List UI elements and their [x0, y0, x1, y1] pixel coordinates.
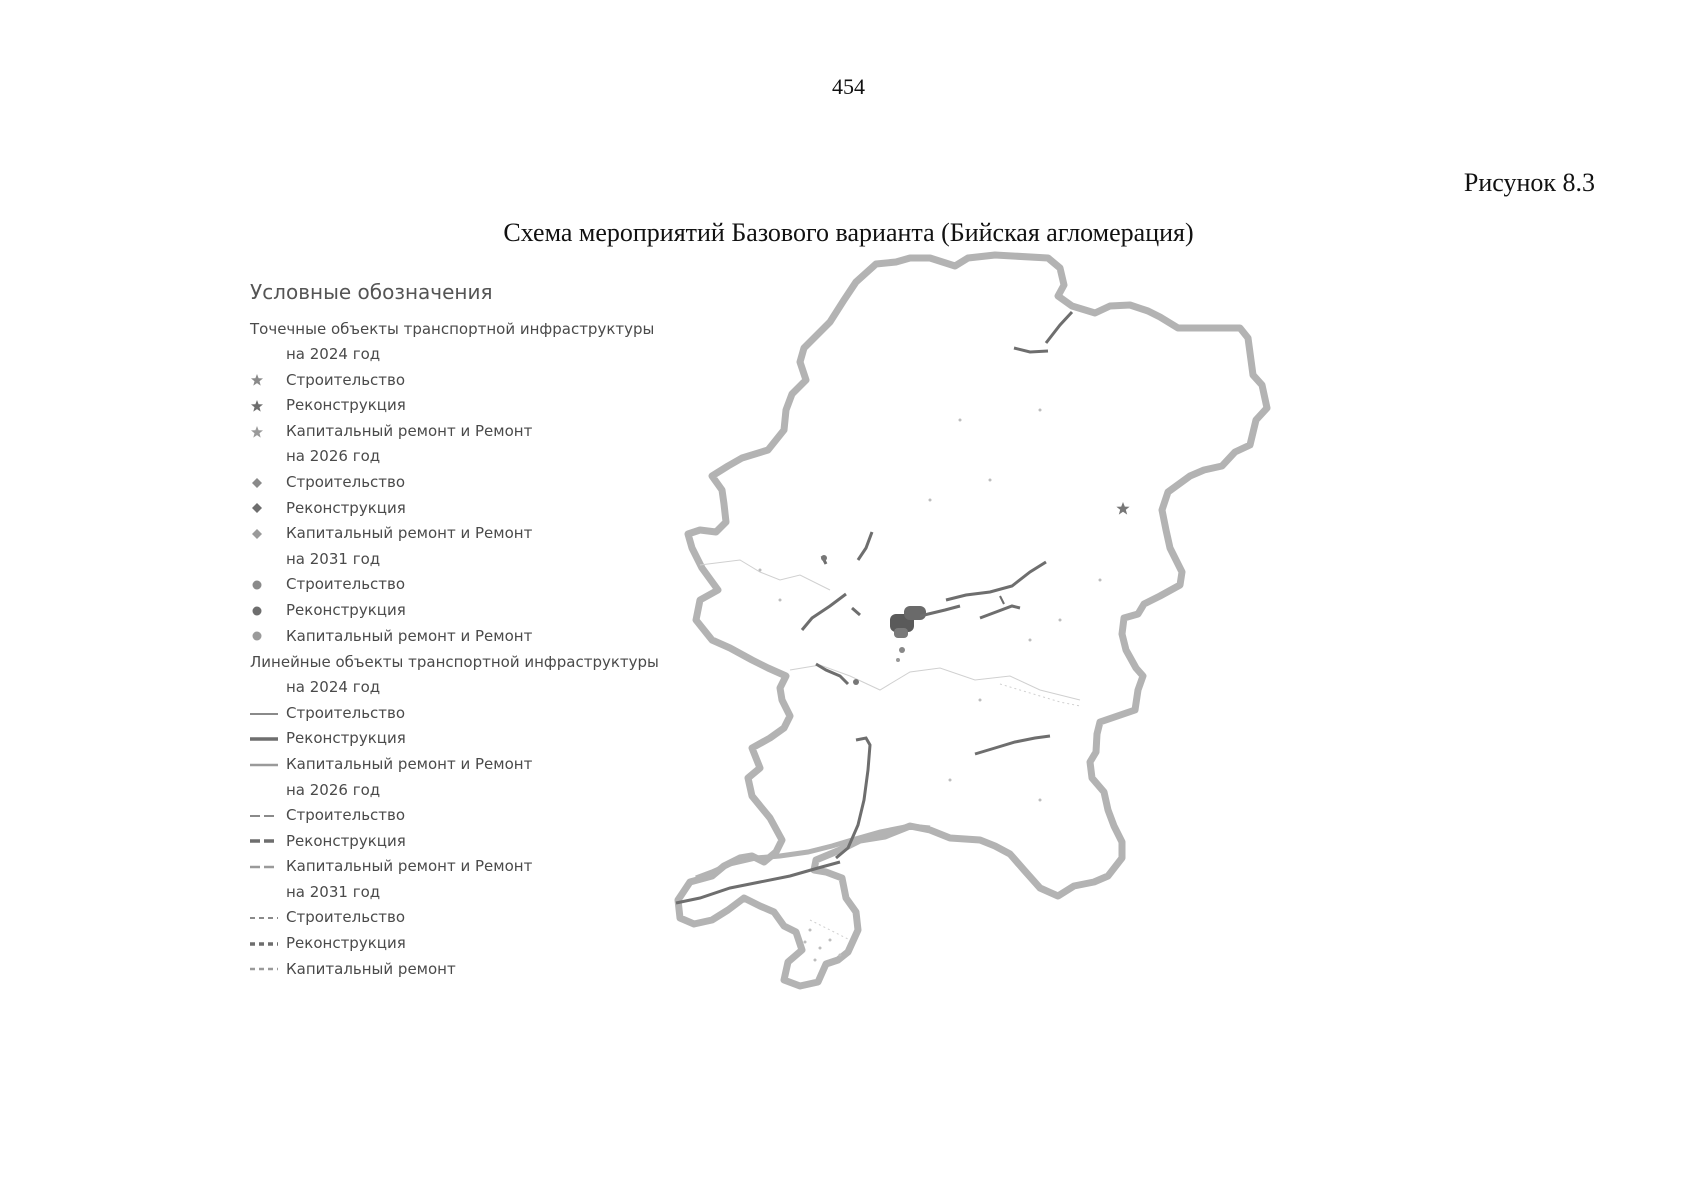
circle-icon — [821, 555, 827, 561]
star-icon — [250, 422, 286, 442]
legend-item — [250, 393, 670, 419]
legend-item — [250, 957, 670, 983]
page-number: 454 — [832, 74, 865, 99]
legend-item — [250, 854, 670, 880]
legend-item — [250, 521, 670, 547]
legend-item-label: Строительство — [286, 575, 406, 594]
legend-item — [250, 496, 670, 522]
legend-item — [250, 368, 670, 394]
diamond-icon — [250, 524, 286, 544]
map-legend — [250, 280, 670, 982]
legend-item — [250, 726, 670, 752]
figure-title: Схема мероприятий Базового варианта (Бийская агломерация) — [503, 218, 1194, 247]
legend-item — [250, 752, 670, 778]
legend-year: на 2031 год — [286, 882, 381, 901]
legend-item — [250, 803, 670, 829]
legend-item-label: Реконструкция — [286, 729, 406, 748]
long-dash-line-icon — [250, 806, 286, 826]
star-icon — [250, 396, 286, 416]
legend-item-label: Строительство — [286, 472, 406, 491]
circle-icon — [250, 601, 286, 621]
legend-item-label: Строительство — [286, 806, 406, 825]
legend-item — [250, 829, 670, 855]
circle-icon — [250, 626, 286, 646]
legend-item — [250, 701, 670, 727]
agglomeration-boundary — [678, 255, 1267, 986]
short-dash-line-icon — [250, 908, 286, 928]
long-dash-line-icon — [250, 857, 286, 877]
short-dash-thick-line-icon — [250, 934, 286, 954]
legend-year: на 2024 год — [286, 678, 381, 697]
short-dash-line-icon — [250, 959, 286, 979]
legend-item-label: Реконструкция — [286, 600, 406, 619]
legend-year: на 2024 год — [286, 345, 381, 363]
diamond-icon — [250, 473, 286, 493]
legend-item-label: Капитальный ремонт и Ремонт — [286, 421, 533, 440]
legend-year: на 2031 год — [286, 549, 381, 568]
agglomeration-map — [660, 250, 1280, 1010]
legend-item — [250, 598, 670, 624]
legend-item-label: Строительство — [286, 908, 406, 927]
legend-item-label: Строительство — [286, 703, 406, 722]
legend-item-label: Капитальный ремонт и Ремонт — [286, 857, 533, 876]
legend-item — [250, 905, 670, 931]
legend-item — [250, 419, 670, 445]
legend-item-label: Строительство — [286, 370, 406, 389]
solid-thick-line-icon — [250, 729, 286, 749]
legend-year: на 2026 год — [286, 780, 381, 799]
legend-item-label: Реконструкция — [286, 498, 406, 517]
figure-label: Рисунок 8.3 — [1463, 168, 1595, 197]
legend-item-label: Капитальный ремонт и Ремонт — [286, 626, 533, 645]
solid-line-icon — [250, 704, 286, 724]
legend-item — [250, 624, 670, 650]
legend-item-label: Капитальный ремонт и Ремонт — [286, 754, 533, 773]
legend-year: на 2026 год — [286, 447, 381, 466]
solid-line-icon — [250, 755, 286, 775]
legend-item-label: Капитальный ремонт — [286, 959, 456, 978]
legend-group-title-lines: Линейные объекты транспортной инфраструктуры — [250, 653, 659, 672]
legend-item-label: Реконструкция — [286, 831, 406, 850]
legend-item-label: Реконструкция — [286, 396, 406, 415]
legend-item — [250, 931, 670, 957]
circle-icon — [853, 679, 859, 685]
circle-icon — [250, 575, 286, 595]
legend-group-title-points: Точечные объекты транспортной инфраструктуры — [250, 320, 655, 338]
diamond-icon — [250, 498, 286, 518]
legend-item — [250, 572, 670, 598]
long-dash-thick-line-icon — [250, 831, 286, 851]
legend-item — [250, 470, 670, 496]
legend-title: Условные обозначения — [250, 280, 493, 304]
star-icon — [250, 370, 286, 390]
legend-item-label: Капитальный ремонт и Ремонт — [286, 524, 533, 543]
legend-item-label: Реконструкция — [286, 934, 406, 953]
